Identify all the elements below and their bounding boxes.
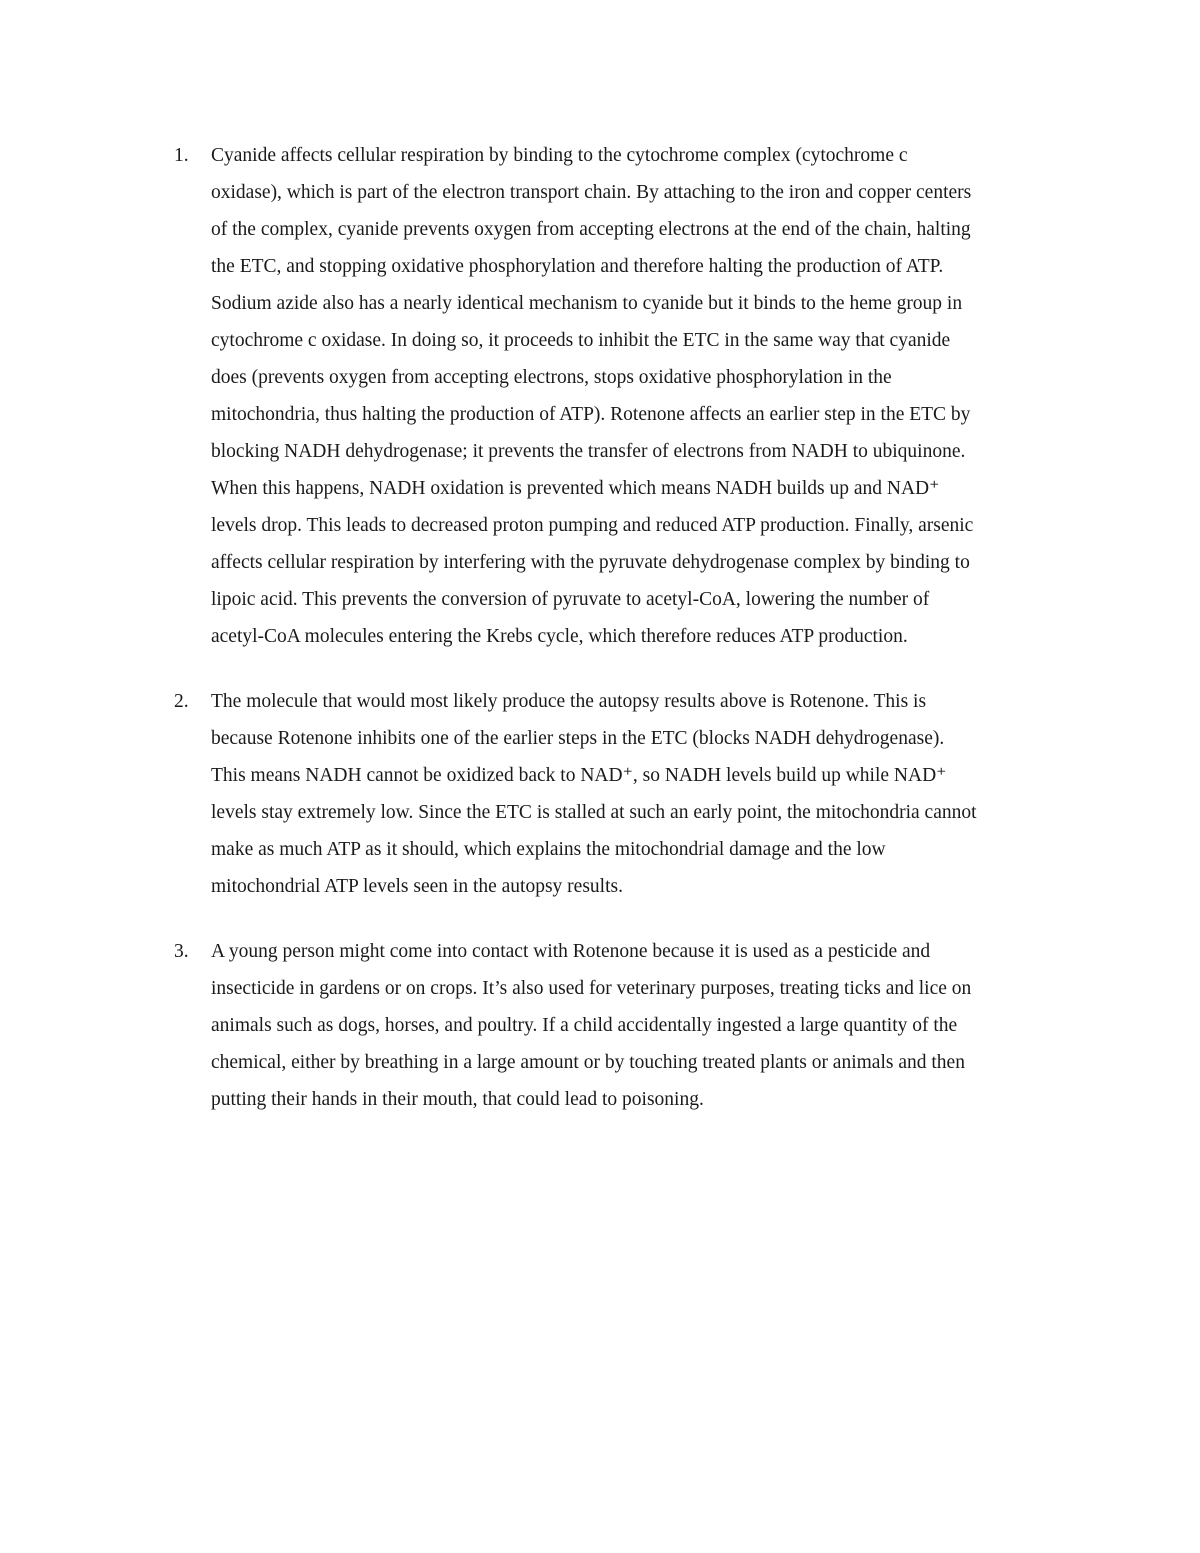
text-line: animals such as dogs, horses, and poultry. If a child accidentally ingested a large quantity of the <box>211 1015 958 1036</box>
answer-item-1 <box>0 137 1200 655</box>
text-line: oxidase), which is part of the electron transport chain. By attaching to the iron and copper centers <box>211 182 972 203</box>
text-line: Cyanide affects cellular respiration by binding to the cytochrome complex (cytochrome c <box>211 145 908 166</box>
text-line: because Rotenone inhibits one of the earlier steps in the ETC (blocks NADH dehydrogenase). <box>211 728 945 749</box>
text-line: lipoic acid. This prevents the conversion of pyruvate to acetyl-CoA, lowering the number of <box>211 589 930 610</box>
text-line: The molecule that would most likely produce the autopsy results above is Rotenone. This is <box>211 691 927 712</box>
answer-text <box>211 683 1069 905</box>
answer-item-2 <box>0 683 1200 905</box>
list-number: 1. <box>174 145 189 166</box>
text-line: the ETC, and stopping oxidative phosphorylation and therefore halting the production of ATP. <box>211 256 944 277</box>
text-line: does (prevents oxygen from accepting electrons, stops oxidative phosphorylation in the <box>211 367 892 388</box>
text-line: cytochrome c oxidase. In doing so, it proceeds to inhibit the ETC in the same way that cyanide <box>211 330 951 351</box>
answer-text <box>211 137 1069 655</box>
text-line: acetyl-CoA molecules entering the Krebs cycle, which therefore reduces ATP production. <box>211 626 908 647</box>
text-line: levels stay extremely low. Since the ETC is stalled at such an early point, the mitochondria cannot <box>211 802 977 823</box>
text-line: mitochondrial ATP levels seen in the autopsy results. <box>211 876 623 897</box>
answer-list <box>0 137 1200 1146</box>
text-line: insecticide in gardens or on crops. It’s also used for veterinary purposes, treating ticks and lice on <box>211 978 972 999</box>
text-line: Sodium azide also has a nearly identical mechanism to cyanide but it binds to the heme group in <box>211 293 963 314</box>
text-line: A young person might come into contact with Rotenone because it is used as a pesticide and <box>211 941 931 962</box>
text-line: When this happens, NADH oxidation is prevented which means NADH builds up and NAD⁺ <box>211 478 940 499</box>
text-line: mitochondria, thus halting the production of ATP). Rotenone affects an earlier step in the ETC by <box>211 404 971 425</box>
text-line: affects cellular respiration by interfering with the pyruvate dehydrogenase complex by binding to <box>211 552 970 573</box>
text-line: putting their hands in their mouth, that could lead to poisoning. <box>211 1089 704 1110</box>
text-line: levels drop. This leads to decreased proton pumping and reduced ATP production. Finally, arsenic <box>211 515 974 536</box>
text-line: blocking NADH dehydrogenase; it prevents the transfer of electrons from NADH to ubiquinone. <box>211 441 966 462</box>
list-number: 2. <box>174 691 189 712</box>
text-line: This means NADH cannot be oxidized back to NAD⁺, so NADH levels build up while NAD⁺ <box>211 765 947 786</box>
list-number: 3. <box>174 941 189 962</box>
text-line: of the complex, cyanide prevents oxygen from accepting electrons at the end of the chain, halting <box>211 219 971 240</box>
text-line: chemical, either by breathing in a large amount or by touching treated plants or animals and then <box>211 1052 965 1073</box>
answer-text <box>211 933 1069 1118</box>
text-line: make as much ATP as it should, which explains the mitochondrial damage and the low <box>211 839 886 860</box>
answer-item-3 <box>0 933 1200 1118</box>
